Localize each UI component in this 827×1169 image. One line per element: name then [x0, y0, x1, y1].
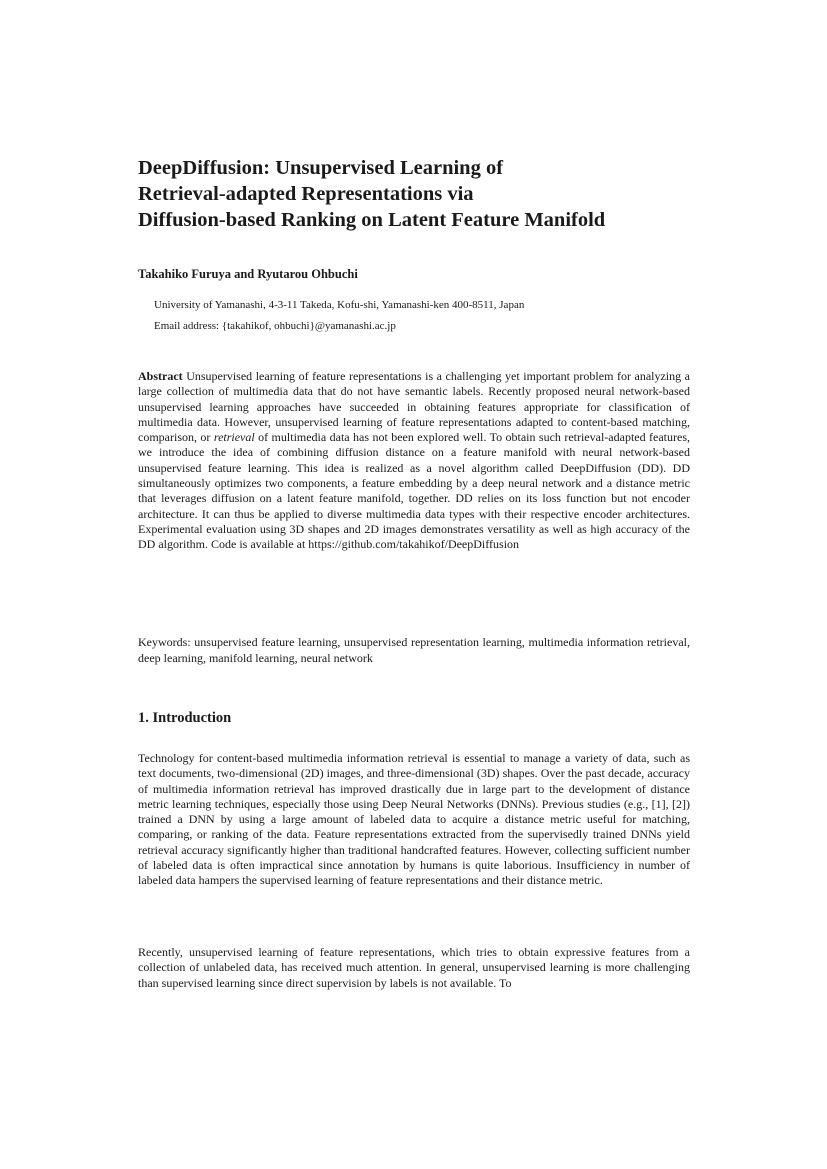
title-line: DeepDiffusion: Unsupervised Learning of	[138, 157, 504, 179]
abstract	[138, 369, 690, 553]
abstract-label: Abstract	[138, 369, 183, 383]
paper-title	[138, 155, 698, 233]
intro-paragraph: Recently, unsupervised learning of feature representations, which tries to obtain expressive features from a collection of unlabeled data, has received much attention. In general, unsupervised learning is more challenging than supervised learning since direct supervision by labels is not available. To	[138, 945, 690, 990]
section-heading-introduction: 1. Introduction	[138, 710, 232, 726]
abstract-text: Unsupervised learning of feature representations is a challenging yet important problem for analyzing a large collection of multimedia data that do not have semantic labels. Recently proposed neural network-based unsupervised learning approaches have succeeded in obtaining features appropriate for classification of multimedia data. However, unsupervised learning of feature representations adapted to content-based matching, comparison, or	[138, 369, 690, 445]
abstract-text-continued: of multimedia data has not been explored well. To obtain such retrieval-adapted features, we introduce the idea of combining diffusion distance on a feature manifold with neural network-based unsupervised feature learning. This idea is realized as a novel algorithm called DeepDiffusion (DD). DD simultaneously optimizes two components, a feature embedding by a deep neural network and a distance metric that leverages diffusion on a latent feature manifold, together. DD relies on its loss function but not encoder architecture. It can thus be applied to diverse multimedia data types with their respective encoder architectures. Experimental evaluation using 3D shapes and 2D images demonstrates versatility as well as high accuracy of the DD algorithm. Code is available at https://github.com/takahikof/DeepDiffusion	[138, 430, 691, 552]
keywords: Keywords: unsupervised feature learning, unsupervised representation learning, multimedia information retrieval, deep learning, manifold learning, neural network	[138, 635, 690, 665]
title-line: Diffusion-based Ranking on Latent Feature Manifold	[138, 209, 606, 231]
intro-paragraph: Technology for content-based multimedia information retrieval is essential to manage a variety of data, such as text documents, two-dimensional (2D) images, and three-dimensional (3D) shapes. Over the past decade, accuracy of multimedia information retrieval has improved drastically due in large part to the development of distance metric learning techniques, especially those using Deep Neural Networks (DNNs). Previous studies (e.g., [1], [2]) trained a DNN by using a large amount of labeled data to acquire a distance metric useful for matching, comparing, or ranking of the data. Feature representations extracted from the supervisedly trained DNNs yield retrieval accuracy significantly higher than traditional handcrafted features. However, collecting sufficient number of labeled data is often impractical since annotation by humans is quite laborious. Insufficiency in number of labeled data hampers the supervised learning of feature representations and their distance metric.	[138, 751, 690, 888]
abstract-italic-word: retrieval	[213, 430, 255, 445]
title-line: Retrieval-adapted Representations via	[138, 183, 474, 205]
email-address: Email address: {takahikof, ohbuchi}@yamanashi.ac.jp	[154, 320, 396, 332]
author-list: Takahiko Furuya and Ryutarou Ohbuchi	[138, 267, 358, 281]
affiliation: University of Yamanashi, 4-3-11 Takeda, Kofu-shi, Yamanashi-ken 400-8511, Japan	[154, 299, 525, 311]
